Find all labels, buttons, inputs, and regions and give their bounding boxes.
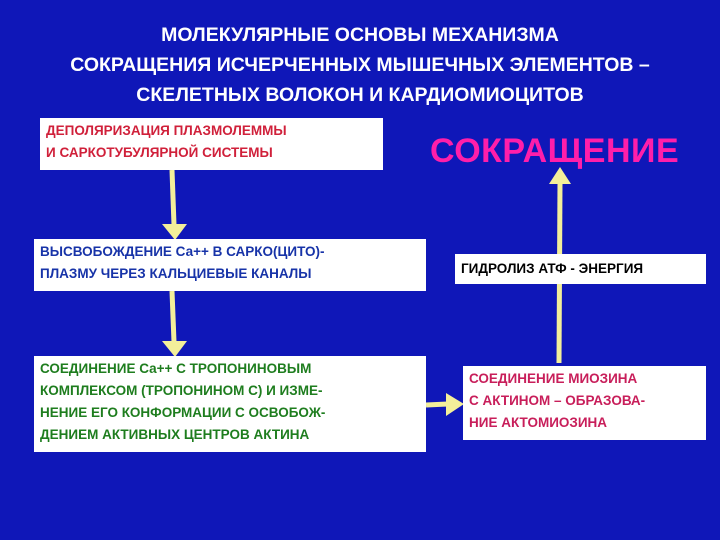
step-contraction: СОКРАЩЕНИЕ bbox=[430, 132, 680, 170]
step-depolarization bbox=[40, 118, 383, 170]
step-actomyosin-line-2: С АКТИНОМ – ОБРАЗОВА- bbox=[469, 393, 646, 408]
step-atp-hydrolysis: ГИДРОЛИЗ АТФ - ЭНЕРГИЯ bbox=[455, 254, 706, 284]
step-calcium-release-line-2: ПЛАЗМУ ЧЕРЕЗ КАЛЬЦИЕВЫЕ КАНАЛЫ bbox=[40, 266, 312, 281]
step-actomyosin-line-3: НИЕ АКТОМИОЗИНА bbox=[469, 415, 608, 430]
title-line-3: СКЕЛЕТНЫХ ВОЛОКОН И КАРДИОМИОЦИТОВ bbox=[136, 84, 584, 106]
arrow-depolarization-to-release bbox=[162, 170, 187, 240]
step-troponin-binding-line-3: НЕНИЕ ЕГО КОНФОРМАЦИИ С ОСВОБОЖ- bbox=[40, 405, 326, 420]
title-line-1: МОЛЕКУЛЯРНЫЕ ОСНОВЫ МЕХАНИЗМА bbox=[161, 24, 559, 46]
step-troponin-binding-line-4: ДЕНИЕМ АКТИВНЫХ ЦЕНТРОВ АКТИНА bbox=[40, 427, 310, 442]
title-line-2: СОКРАЩЕНИЯ ИСЧЕРЧЕННЫХ МЫШЕЧНЫХ ЭЛЕМЕНТОВ – bbox=[70, 54, 650, 76]
arrow-troponin-to-actomyosin bbox=[426, 393, 464, 416]
step-depolarization-line-2: И САРКОТУБУЛЯРНОЙ СИСТЕМЫ bbox=[46, 145, 273, 160]
step-troponin-binding bbox=[34, 356, 426, 452]
step-calcium-release bbox=[34, 239, 426, 291]
step-troponin-binding-line-1: СОЕДИНЕНИЕ Са++ С ТРОПОНИНОВЫМ bbox=[40, 361, 312, 376]
arrow-release-to-troponin bbox=[162, 291, 187, 357]
step-depolarization-line-1: ДЕПОЛЯРИЗАЦИЯ ПЛАЗМОЛЕММЫ bbox=[46, 123, 287, 138]
step-actomyosin bbox=[463, 366, 706, 440]
step-troponin-binding-line-2: КОМПЛЕКСОМ (ТРОПОНИНОМ С) И ИЗМЕ- bbox=[40, 383, 323, 398]
step-calcium-release-line-1: ВЫСВОБОЖДЕНИЕ Са++ В САРКО(ЦИТО)- bbox=[40, 244, 325, 259]
step-actomyosin-line-1: СОЕДИНЕНИЕ МИОЗИНА bbox=[469, 371, 638, 386]
